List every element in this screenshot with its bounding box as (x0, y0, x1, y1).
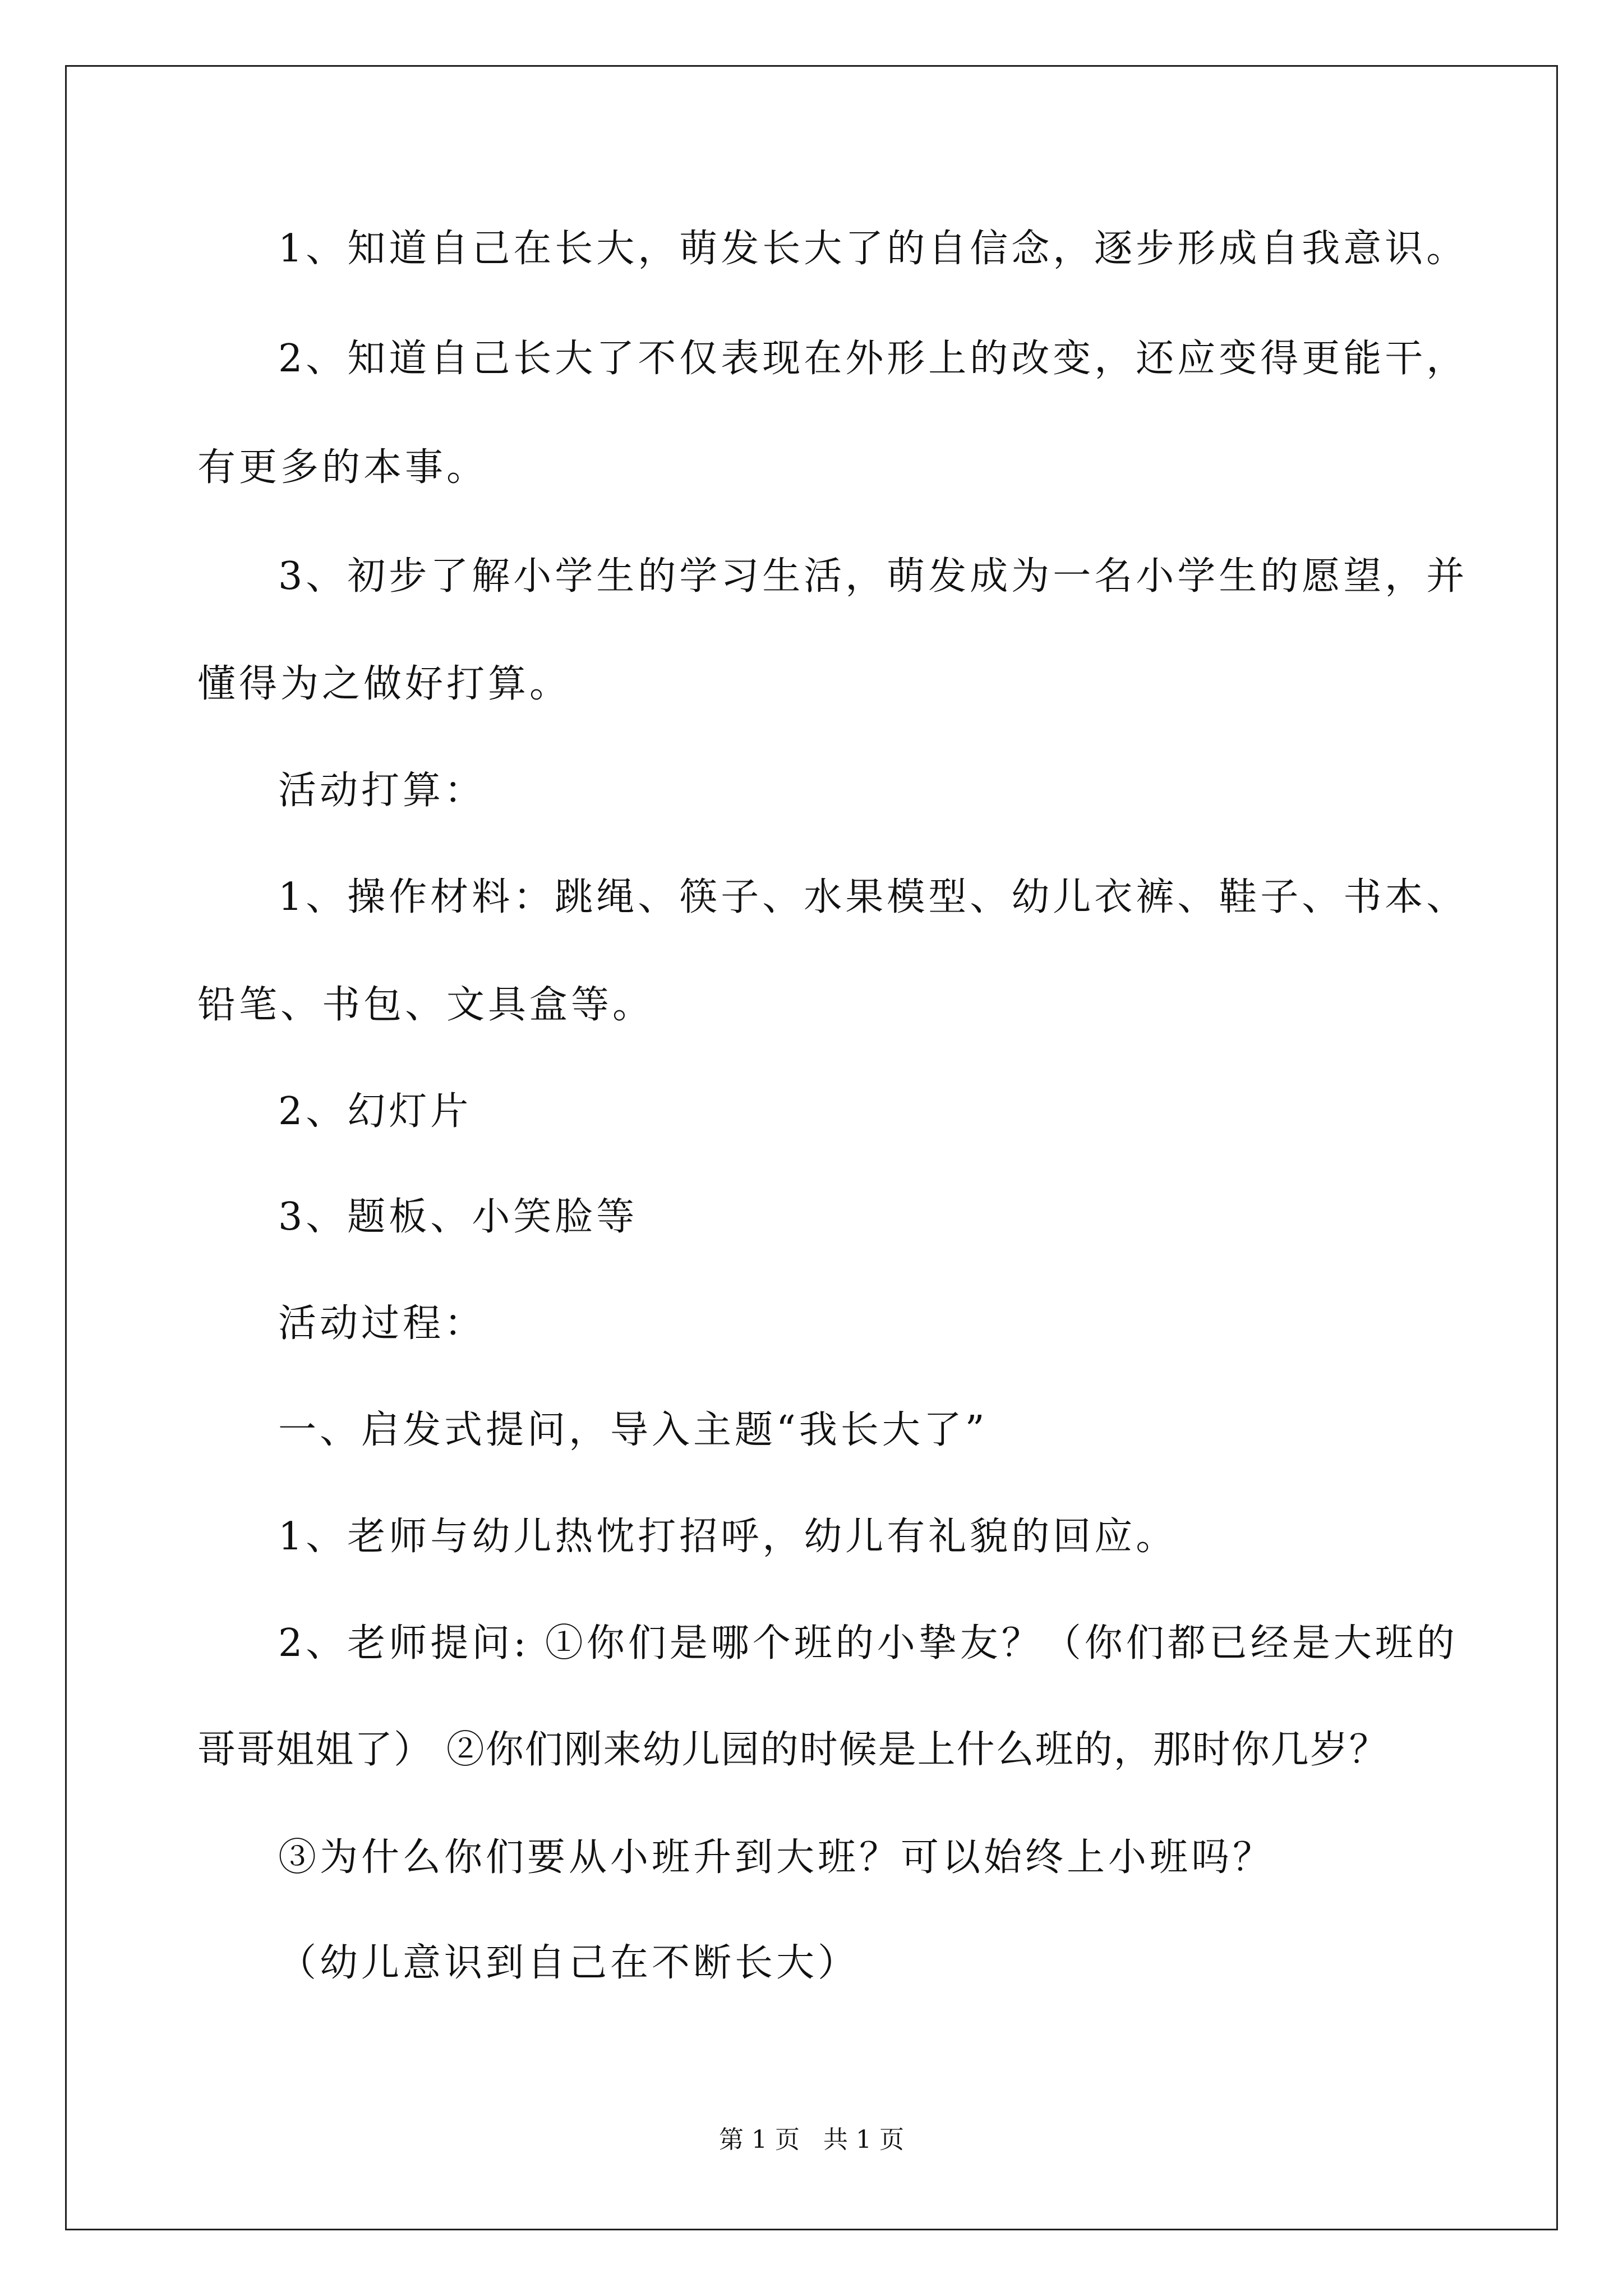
text-line: 2、幻灯片 (278, 1089, 472, 1134)
section-heading: 活动过程： (278, 1301, 486, 1346)
text-line: 2、老师提问: ①你们是哪个班的小挚友？（你们都已经是大班的 (278, 1621, 1458, 1665)
text-line: 2、知道自己长大了不仅表现在外形上的改变，还应变得更能干， (278, 337, 1468, 381)
section-heading: 活动打算： (278, 769, 486, 813)
text-line: 1、操作材料：跳绳、筷子、水果模型、幼儿衣裤、鞋子、书本、 (278, 875, 1468, 919)
text-line: 3、题板、小笑脸等 (278, 1195, 638, 1239)
text-line: 哥哥姐姐了） ②你们刚来幼儿园的时候是上什么班的，那时你几岁？ (197, 1728, 1389, 1772)
text-line: 一、启发式提问，导入主题“我长大了” (278, 1408, 988, 1452)
text-line: （幼儿意识到自己在不断长大） (278, 1941, 860, 1985)
text-line: 3、初步了解小学生的学习生活，萌发成为一名小学生的愿望，并 (278, 554, 1468, 599)
text-line: ③为什么你们要从小班升到大班？可以始终上小班吗？ (278, 1835, 1275, 1880)
page-number-footer: 第 1 页 共 1 页 (719, 2125, 904, 2154)
text-line: 懂得为之做好打算。 (197, 662, 571, 706)
page-border (65, 65, 1558, 2230)
text-line: 铅笔、书包、文具盒等。 (197, 983, 654, 1027)
text-line: 1、老师与幼儿热忱打招呼，幼儿有礼貌的回应。 (278, 1515, 1178, 1559)
text-line: 1、知道自己在长大，萌发长大了的自信念，逐步形成自我意识。 (278, 227, 1468, 271)
text-line: 有更多的本事。 (197, 445, 488, 490)
